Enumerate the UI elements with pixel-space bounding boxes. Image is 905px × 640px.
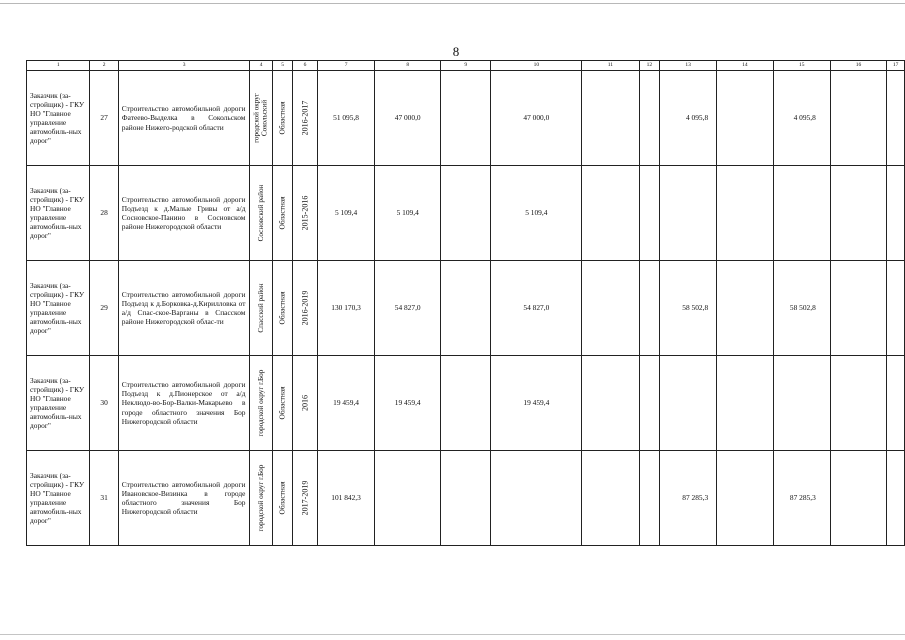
column-number: 11 (582, 61, 639, 71)
value-cell-col16 (830, 71, 886, 166)
value-cell-col16 (830, 166, 886, 261)
column-number: 3 (118, 61, 250, 71)
page-number: 8 (452, 44, 460, 59)
row-number-cell: 29 (90, 261, 118, 356)
customer-cell: Заказчик (за-стройщик) - ГКУ НО "Главное управление автомобиль-ных дорог" (27, 71, 90, 166)
total-cost-cell: 51 095,8 (317, 71, 375, 166)
value-cell-col13: 58 502,8 (660, 261, 717, 356)
location-cell (250, 261, 272, 356)
value-cell-col10: 19 459,4 (491, 356, 582, 451)
value-cell-col15: 4 095,8 (773, 71, 830, 166)
scan-edge-bottom (0, 634, 905, 635)
location-text: городской округ г.Бор (257, 369, 266, 437)
value-cell-col14 (717, 451, 773, 546)
value-cell-col9 (440, 451, 491, 546)
total-cost-cell: 5 109,4 (317, 166, 375, 261)
project-description-cell: Строительство автомобильной дороги Фатеево-Выделка в Сокольском районе Нижего-родской области (118, 71, 250, 166)
project-description-cell: Строительство автомобильной дороги Ивановское-Визинка в городе областного значения Бор Нижегородской области (118, 451, 250, 546)
value-cell-col8 (375, 451, 441, 546)
column-number: 14 (717, 61, 773, 71)
location-cell (250, 451, 272, 546)
scan-edge-top (0, 3, 905, 4)
value-cell-col17 (887, 261, 905, 356)
project-description-cell: Строительство автомобильной дороги Подъезд к д.Малые Гривы от а/д Сосновское-Панино в Сосновском районе Нижегородской области (118, 166, 250, 261)
ownership-level-cell (272, 261, 292, 356)
period-cell (293, 261, 317, 356)
customer-cell: Заказчик (за-стройщик) - ГКУ НО "Главное управление автомобиль-ных дорог" (27, 451, 90, 546)
ownership-level-cell (272, 166, 292, 261)
ownership-level-cell (272, 356, 292, 451)
ownership-level-cell (272, 71, 292, 166)
period-cell (293, 356, 317, 451)
location-cell (250, 166, 272, 261)
period-text: 2016-2017 (300, 100, 310, 136)
value-cell-col17 (887, 451, 905, 546)
location-cell (250, 71, 272, 166)
column-number: 5 (272, 61, 292, 71)
customer-cell: Заказчик (за-стройщик) - ГКУ НО "Главное управление автомобиль-ных дорог" (27, 166, 90, 261)
value-cell-col8: 47 000,0 (375, 71, 441, 166)
value-cell-col14 (717, 166, 773, 261)
column-number: 1 (27, 61, 90, 71)
location-cell (250, 356, 272, 451)
value-cell-col12 (639, 261, 660, 356)
period-text: 2016 (300, 395, 310, 411)
value-cell-col11 (582, 451, 639, 546)
total-cost-cell: 19 459,4 (317, 356, 375, 451)
period-cell (293, 166, 317, 261)
column-number: 12 (639, 61, 660, 71)
value-cell-col11 (582, 166, 639, 261)
value-cell-col13: 4 095,8 (660, 71, 717, 166)
column-number: 2 (90, 61, 118, 71)
column-number: 9 (440, 61, 491, 71)
ownership-level-text: Областная (277, 101, 287, 135)
value-cell-col12 (639, 451, 660, 546)
row-number-cell: 27 (90, 71, 118, 166)
value-cell-col8: 54 827,0 (375, 261, 441, 356)
value-cell-col12 (639, 71, 660, 166)
column-number: 8 (375, 61, 441, 71)
column-number: 7 (317, 61, 375, 71)
value-cell-col10: 54 827,0 (491, 261, 582, 356)
total-cost-cell: 101 842,3 (317, 451, 375, 546)
value-cell-col17 (887, 71, 905, 166)
table-row (27, 261, 905, 356)
period-cell (293, 451, 317, 546)
value-cell-col8: 19 459,4 (375, 356, 441, 451)
value-cell-col15: 58 502,8 (773, 261, 830, 356)
column-number: 17 (887, 61, 905, 71)
project-description-cell: Строительство автомобильной дороги Подъезд к д.Борковка-д.Кирилловка от а/д Спас-ское-Варганы в Спасском районе Нижегородской облас-ти (118, 261, 250, 356)
value-cell-col8: 5 109,4 (375, 166, 441, 261)
value-cell-col13: 87 285,3 (660, 451, 717, 546)
column-number: 10 (491, 61, 582, 71)
customer-cell: Заказчик (за-стройщик) - ГКУ НО "Главное управление автомобиль-ных дорог" (27, 356, 90, 451)
location-text: городской округ г.Бор (257, 464, 266, 532)
column-number: 6 (293, 61, 317, 71)
column-number: 13 (660, 61, 717, 71)
value-cell-col10 (491, 451, 582, 546)
value-cell-col10: 5 109,4 (491, 166, 582, 261)
value-cell-col12 (639, 166, 660, 261)
row-number-cell: 28 (90, 166, 118, 261)
value-cell-col9 (440, 356, 491, 451)
column-number: 16 (830, 61, 886, 71)
value-cell-col17 (887, 166, 905, 261)
value-cell-col14 (717, 261, 773, 356)
value-cell-col9 (440, 261, 491, 356)
location-text: Спасский район (257, 283, 266, 333)
value-cell-col9 (440, 166, 491, 261)
value-cell-col17 (887, 356, 905, 451)
customer-cell: Заказчик (за-стройщик) - ГКУ НО "Главное управление автомобиль-ных дорог" (27, 261, 90, 356)
project-description-cell: Строительство автомобильной дороги Подъезд к д.Пионерское от а/д Неклюдо-во-Бор-Валки-Макарьево в городе областного значения Бор Нижегородской области (118, 356, 250, 451)
column-number-row (27, 61, 905, 71)
column-number: 15 (773, 61, 830, 71)
value-cell-col12 (639, 356, 660, 451)
value-cell-col11 (582, 261, 639, 356)
row-number-cell: 30 (90, 356, 118, 451)
value-cell-col16 (830, 261, 886, 356)
value-cell-col16 (830, 451, 886, 546)
value-cell-col13 (660, 356, 717, 451)
value-cell-col11 (582, 356, 639, 451)
period-text: 2016-2019 (300, 290, 310, 326)
column-number: 4 (250, 61, 272, 71)
ownership-level-text: Областная (277, 196, 287, 230)
table-row (27, 451, 905, 546)
value-cell-col14 (717, 356, 773, 451)
value-cell-col15 (773, 166, 830, 261)
table-row (27, 356, 905, 451)
ownership-level-cell (272, 451, 292, 546)
period-text: 2017-2019 (300, 480, 310, 516)
value-cell-col13 (660, 166, 717, 261)
row-number-cell: 31 (90, 451, 118, 546)
value-cell-col15 (773, 356, 830, 451)
location-text: городской округ Сокольский (252, 93, 270, 143)
location-text: Сосновский район (257, 184, 266, 242)
total-cost-cell: 130 170,3 (317, 261, 375, 356)
value-cell-col9 (440, 71, 491, 166)
ownership-level-text: Областная (277, 291, 287, 325)
investment-table (26, 60, 905, 546)
value-cell-col16 (830, 356, 886, 451)
ownership-level-text: Областная (277, 481, 287, 515)
value-cell-col11 (582, 71, 639, 166)
value-cell-col10: 47 000,0 (491, 71, 582, 166)
table-row (27, 71, 905, 166)
period-cell (293, 71, 317, 166)
value-cell-col15: 87 285,3 (773, 451, 830, 546)
value-cell-col14 (717, 71, 773, 166)
ownership-level-text: Областная (277, 386, 287, 420)
table-row (27, 166, 905, 261)
period-text: 2015-2016 (300, 195, 310, 231)
